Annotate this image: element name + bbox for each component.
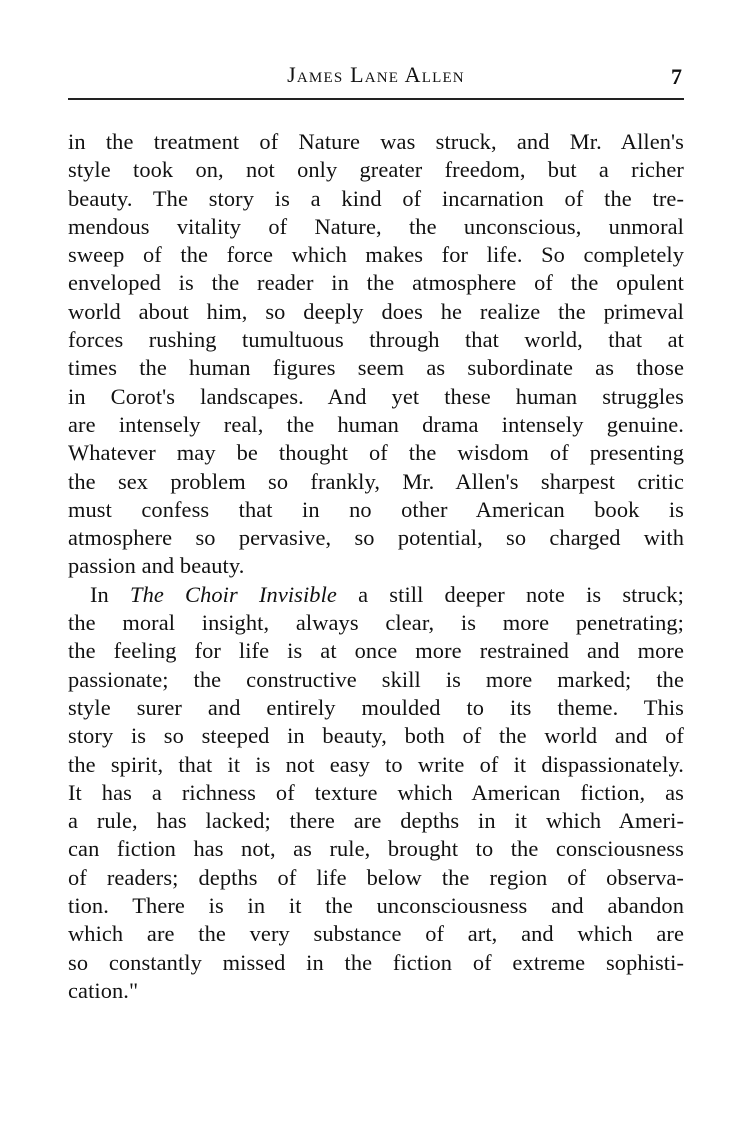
text-line: the moral insight, always clear, is more penetrating; [68, 610, 684, 636]
text-line: sweep of the force which makes for life. So completely [68, 242, 684, 268]
text-line: Whatever may be thought of the wisdom of presenting [68, 440, 684, 466]
text-line: of readers; depths of life below the region of observa- [68, 864, 684, 890]
text-line: forces rushing tumultuous through that world, that at [68, 327, 684, 353]
text-line: story is so steeped in beauty, both of the world and of [68, 723, 684, 749]
paragraph-1 [68, 128, 684, 581]
text-prefix: In [90, 581, 131, 607]
text-line: cation." [68, 977, 139, 1003]
text-line: the spirit, that it is not easy to write of it dispassionately. [68, 751, 684, 777]
text-line: in Corot's landscapes. And yet these human struggles [68, 383, 684, 409]
text-line: the feeling for life is at once more restrained and more [68, 638, 684, 664]
text-line: tion. There is in it the unconsciousness and abandon [68, 893, 684, 919]
body-text [68, 128, 684, 1005]
text-line: It has a richness of texture which American fiction, as [68, 779, 684, 805]
text-line: style took on, not only greater freedom, but a richer [68, 157, 684, 183]
header-rule [68, 98, 684, 100]
text-line: the sex problem so frankly, Mr. Allen's sharpest critic [68, 468, 684, 494]
text-line: times the human figures seem as subordinate as those [68, 355, 684, 381]
text-line: must confess that in no other American book is [68, 496, 684, 522]
page-header [68, 56, 684, 92]
text-line: enveloped is the reader in the atmosphere of the opulent [68, 270, 684, 296]
book-title: The Choir Invisible [130, 581, 337, 607]
text-line: beauty. The story is a kind of incarnation of the tre- [68, 185, 684, 211]
text-line: passionate; the constructive skill is more marked; the [68, 666, 684, 692]
text-line: in the treatment of Nature was struck, and Mr. Allen's [68, 129, 684, 154]
text-line: world about him, so deeply does he realize the primeval [68, 298, 684, 324]
text-line: atmosphere so pervasive, so potential, so charged with [68, 525, 684, 551]
page-number: 7 [671, 64, 682, 89]
text-line: can fiction has not, as rule, brought to the consciousness [68, 836, 684, 862]
text-line: are intensely real, the human drama intensely genuine. [68, 411, 684, 437]
running-head: James Lane Allen [287, 62, 465, 87]
text-line: passion and beauty. [68, 553, 245, 579]
text-line: a rule, has lacked; there are depths in it which Ameri- [68, 808, 684, 834]
text-line: style surer and entirely moulded to its theme. This [68, 694, 684, 720]
text-line: which are the very substance of art, and which are [68, 921, 684, 947]
text-line: mendous vitality of Nature, the unconscious, unmoral [68, 213, 684, 239]
text-line-first [68, 581, 684, 609]
paragraph-2 [68, 581, 684, 1005]
text-line: so constantly missed in the fiction of extreme sophisti- [68, 949, 684, 975]
text-suffix: a still deeper note is struck; [336, 581, 684, 607]
